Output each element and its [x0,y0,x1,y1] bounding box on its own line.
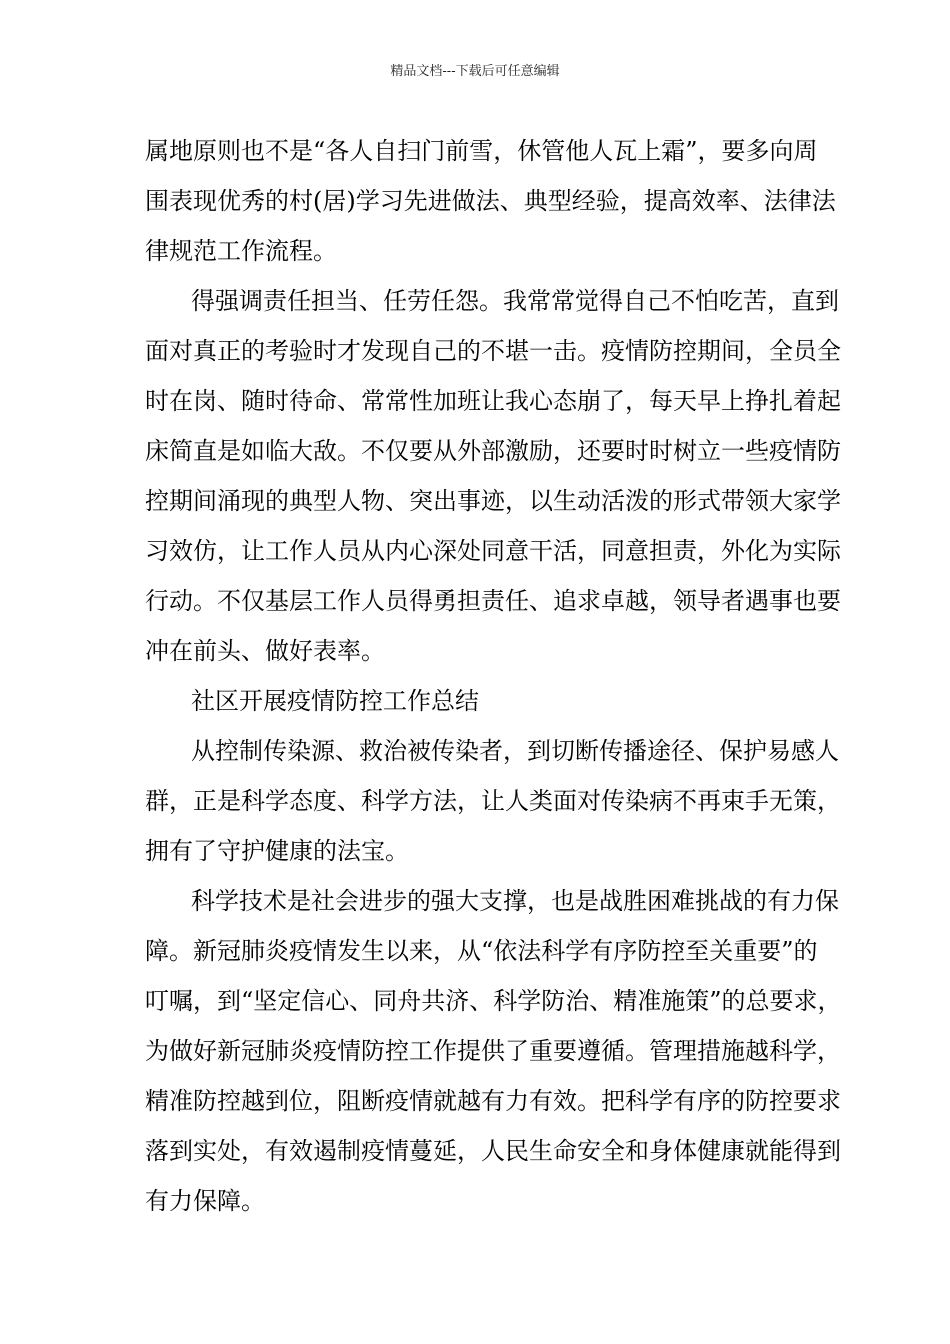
text-line: 精准防控越到位，阻断疫情就越有力有效。把科学有序的防控要求 [145,1087,841,1115]
section-title: 社区开展疫情防控工作总结 [191,687,479,715]
text-line: 为做好新冠肺炎疫情防控工作提供了重要遵循。管理措施越科学， [145,1037,841,1065]
text-line: 床简直是如临大敌。不仅要从外部激励，还要时时树立一些疫情防 [145,437,841,465]
text-line: 群，正是科学态度、科学方法，让人类面对传染病不再束手无策， [145,787,841,815]
text-line: 属地原则也不是“各人自扫门前雪，休管他人瓦上霜”，要多向周 [145,137,818,165]
text-line: 控期间涌现的典型人物、突出事迹，以生动活泼的形式带领大家学 [145,487,841,515]
text-line: 行动。不仅基层工作人员得勇担责任、追求卓越，领导者遇事也要 [145,587,841,615]
paragraph-first-line: 科学技术是社会进步的强大支撑，也是战胜困难挑战的有力保 [191,887,839,915]
text-line: 有力保障。 [145,1187,265,1215]
text-line: 拥有了守护健康的法宝。 [145,837,409,865]
text-line: 面对真正的考验时才发现自己的不堪一击。疫情防控期间，全员全 [145,337,841,365]
text-line: 习效仿，让工作人员从内心深处同意干活，同意担责，外化为实际 [145,537,841,565]
text-line: 冲在前头、做好表率。 [145,637,385,665]
text-line: 叮嘱，到“坚定信心、同舟共济、科学防治、精准施策”的总要求， [145,987,842,1015]
paragraph-first-line: 得强调责任担当、任劳任怨。我常常觉得自己不怕吃苦，直到 [191,287,839,315]
text-line: 落到实处，有效遏制疫情蔓延，人民生命安全和身体健康就能得到 [145,1137,841,1165]
document-body [145,126,842,1226]
text-line: 围表现优秀的村(居)学习先进做法、典型经验，提高效率、法律法 [145,187,836,215]
text-line: 时在岗、随时待命、常常性加班让我心态崩了，每天早上挣扎着起 [145,387,841,415]
text-line: 障。新冠肺炎疫情发生以来，从“依法科学有序防控至关重要”的 [145,937,818,965]
page-header: 精品文档---下载后可任意编辑 [390,64,560,79]
paragraph-first-line: 从控制传染源、救治被传染者，到切断传播途径、保护易感人 [191,737,839,765]
text-line: 律规范工作流程。 [145,237,337,265]
